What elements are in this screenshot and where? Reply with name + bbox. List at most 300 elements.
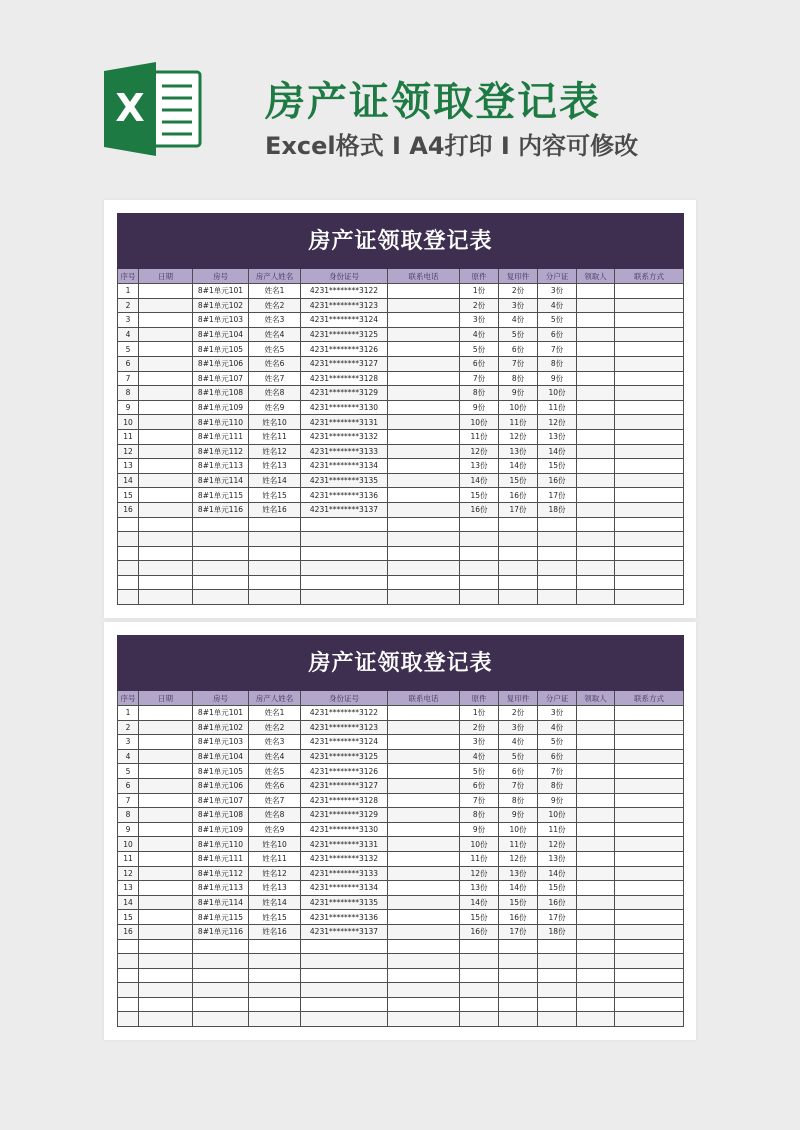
table-cell: [499, 561, 538, 576]
column-header: 分户证: [538, 691, 577, 706]
table-cell: [460, 575, 499, 590]
table-cell: [499, 517, 538, 532]
table-cell: [577, 342, 615, 357]
table-cell: 7: [118, 793, 139, 808]
table-cell: [193, 997, 249, 1012]
table-cell: [615, 983, 684, 998]
table-cell: [615, 764, 684, 779]
table-cell: 6份: [460, 356, 499, 371]
column-header: 身份证号: [301, 691, 388, 706]
table-cell: [249, 575, 301, 590]
table-cell: [577, 561, 615, 576]
table-cell: 5份: [538, 735, 577, 750]
table-cell: [615, 342, 684, 357]
table-cell: [118, 1012, 139, 1027]
table-cell: 16份: [460, 924, 499, 939]
table-cell: [577, 327, 615, 342]
table-cell: 6份: [499, 764, 538, 779]
table-cell: [577, 851, 615, 866]
column-header: 原件: [460, 269, 499, 284]
table-cell: 4231********3131: [301, 415, 388, 430]
table-cell: 4231********3128: [301, 793, 388, 808]
table-cell: [249, 968, 301, 983]
table-cell: 9份: [499, 386, 538, 401]
table-row: [118, 429, 684, 444]
table-cell: 4231********3126: [301, 764, 388, 779]
column-header: 原件: [460, 691, 499, 706]
table-cell: 14份: [538, 444, 577, 459]
table-cell: [615, 546, 684, 561]
table-cell: 姓名12: [249, 866, 301, 881]
table-cell: 8#1单元102: [193, 298, 249, 313]
table-cell: [577, 954, 615, 969]
table-cell: [301, 968, 388, 983]
table-cell: [577, 488, 615, 503]
table-cell: 3份: [499, 298, 538, 313]
table-cell: 13: [118, 881, 139, 896]
table-row: [118, 313, 684, 328]
table-row: [118, 706, 684, 721]
table-cell: [249, 983, 301, 998]
table-cell: [577, 313, 615, 328]
excel-logo-icon: [104, 62, 202, 156]
table-cell: [388, 298, 460, 313]
table-cell: 3份: [460, 735, 499, 750]
table-cell: 4231********3136: [301, 910, 388, 925]
table-row: [118, 488, 684, 503]
table-cell: [577, 459, 615, 474]
table-cell: 姓名11: [249, 429, 301, 444]
table-cell: 12份: [460, 866, 499, 881]
table-row: [118, 1012, 684, 1027]
table-cell: [139, 706, 193, 721]
table-cell: [139, 808, 193, 823]
table-cell: [577, 415, 615, 430]
table-cell: [538, 546, 577, 561]
table-cell: [118, 532, 139, 547]
table-cell: 8#1单元108: [193, 808, 249, 823]
table-title: 房产证领取登记表: [118, 636, 684, 691]
table-cell: [615, 881, 684, 896]
table-cell: [139, 983, 193, 998]
table-cell: [139, 910, 193, 925]
table-cell: 姓名16: [249, 924, 301, 939]
table-cell: 15: [118, 488, 139, 503]
table-cell: [118, 561, 139, 576]
table-cell: [615, 502, 684, 517]
table-cell: [615, 561, 684, 576]
table-cell: [577, 429, 615, 444]
table-cell: [615, 968, 684, 983]
table-row: [118, 356, 684, 371]
table-cell: [139, 429, 193, 444]
table-cell: [615, 356, 684, 371]
table-cell: [615, 429, 684, 444]
table-cell: [615, 313, 684, 328]
table-cell: 8#1单元110: [193, 415, 249, 430]
table-cell: 5份: [499, 327, 538, 342]
table-cell: [139, 997, 193, 1012]
table-cell: [139, 881, 193, 896]
table-cell: 4231********3132: [301, 429, 388, 444]
table-cell: 11份: [499, 837, 538, 852]
table-cell: [388, 400, 460, 415]
table-cell: 12份: [499, 429, 538, 444]
table-cell: 10份: [460, 415, 499, 430]
table-cell: [388, 327, 460, 342]
column-header: 联系电话: [388, 691, 460, 706]
table-cell: [577, 735, 615, 750]
table-cell: 4份: [460, 749, 499, 764]
table-cell: 13份: [499, 866, 538, 881]
table-cell: 7份: [499, 778, 538, 793]
table-cell: 姓名10: [249, 837, 301, 852]
table-cell: [577, 575, 615, 590]
column-header: 日期: [139, 269, 193, 284]
registration-table: [117, 635, 684, 1027]
table-cell: [388, 371, 460, 386]
table-cell: [388, 473, 460, 488]
table-cell: [388, 968, 460, 983]
table-header-row: [118, 691, 684, 706]
table-cell: [193, 532, 249, 547]
table-row: [118, 822, 684, 837]
table-cell: [388, 778, 460, 793]
table-cell: 3份: [538, 284, 577, 299]
registration-sheet-preview-2: [104, 622, 696, 1040]
table-cell: 4231********3124: [301, 735, 388, 750]
table-cell: 13份: [460, 881, 499, 896]
table-cell: 18份: [538, 502, 577, 517]
table-cell: [577, 706, 615, 721]
column-header: 房产人姓名: [249, 691, 301, 706]
table-cell: [615, 866, 684, 881]
table-cell: [249, 997, 301, 1012]
table-cell: [139, 575, 193, 590]
table-cell: 4231********3128: [301, 371, 388, 386]
table-cell: 9份: [460, 400, 499, 415]
table-cell: 8份: [460, 808, 499, 823]
table-row: [118, 924, 684, 939]
table-cell: [193, 983, 249, 998]
table-cell: [301, 983, 388, 998]
table-cell: 6份: [460, 778, 499, 793]
table-cell: 8#1单元113: [193, 881, 249, 896]
table-cell: 7: [118, 371, 139, 386]
table-cell: [577, 983, 615, 998]
table-cell: 8#1单元102: [193, 720, 249, 735]
table-cell: 4231********3133: [301, 444, 388, 459]
table-cell: [301, 590, 388, 605]
table-cell: 4231********3137: [301, 924, 388, 939]
table-cell: 14份: [538, 866, 577, 881]
table-cell: [139, 561, 193, 576]
table-cell: 14份: [460, 895, 499, 910]
table-cell: [460, 590, 499, 605]
table-cell: 12: [118, 866, 139, 881]
registration-sheet-preview-1: [104, 200, 696, 618]
table-cell: [615, 415, 684, 430]
table-cell: [139, 459, 193, 474]
table-cell: 10份: [499, 400, 538, 415]
table-cell: 姓名3: [249, 735, 301, 750]
table-cell: 16份: [499, 488, 538, 503]
table-cell: 8#1单元103: [193, 735, 249, 750]
table-cell: 3份: [460, 313, 499, 328]
table-cell: [388, 488, 460, 503]
table-cell: 12份: [538, 415, 577, 430]
table-cell: 4231********3130: [301, 400, 388, 415]
table-cell: [499, 968, 538, 983]
table-cell: [615, 1012, 684, 1027]
table-cell: [388, 429, 460, 444]
table-cell: [301, 517, 388, 532]
table-cell: 13份: [538, 851, 577, 866]
table-cell: 16份: [499, 910, 538, 925]
table-cell: 9: [118, 400, 139, 415]
table-cell: [301, 532, 388, 547]
table-cell: 15份: [499, 473, 538, 488]
table-cell: 姓名14: [249, 473, 301, 488]
table-cell: [615, 808, 684, 823]
table-row: [118, 546, 684, 561]
table-row: [118, 284, 684, 299]
table-cell: [538, 561, 577, 576]
table-cell: 8#1单元106: [193, 778, 249, 793]
table-cell: [388, 356, 460, 371]
table-cell: [193, 575, 249, 590]
table-cell: 7份: [538, 342, 577, 357]
table-cell: [301, 546, 388, 561]
table-cell: 姓名8: [249, 386, 301, 401]
table-cell: [193, 590, 249, 605]
table-cell: [388, 997, 460, 1012]
table-cell: [538, 517, 577, 532]
table-cell: 1份: [460, 284, 499, 299]
table-row: [118, 444, 684, 459]
table-cell: 5份: [499, 749, 538, 764]
table-cell: [139, 822, 193, 837]
table-cell: [249, 954, 301, 969]
table-cell: [615, 895, 684, 910]
table-cell: 姓名3: [249, 313, 301, 328]
table-cell: 16份: [538, 473, 577, 488]
table-cell: 8#1单元109: [193, 400, 249, 415]
table-cell: [577, 371, 615, 386]
page-subtitle: Excel格式 I A4打印 I 内容可修改: [265, 132, 639, 160]
table-cell: 姓名8: [249, 808, 301, 823]
table-cell: [301, 1012, 388, 1027]
table-cell: [499, 954, 538, 969]
table-cell: 8#1单元116: [193, 924, 249, 939]
table-cell: [577, 881, 615, 896]
table-cell: 14份: [499, 881, 538, 896]
table-row: [118, 997, 684, 1012]
table-cell: [139, 851, 193, 866]
table-cell: 8#1单元105: [193, 342, 249, 357]
table-cell: 姓名13: [249, 459, 301, 474]
column-header: 房号: [193, 691, 249, 706]
table-row: [118, 910, 684, 925]
table-cell: 姓名2: [249, 720, 301, 735]
table-cell: [139, 924, 193, 939]
registration-table: [117, 213, 684, 605]
table-cell: [118, 575, 139, 590]
excel-logo-letter: X: [115, 86, 145, 130]
table-cell: 4份: [538, 720, 577, 735]
table-row: [118, 749, 684, 764]
table-cell: [615, 954, 684, 969]
table-cell: [615, 997, 684, 1012]
table-cell: [460, 997, 499, 1012]
table-cell: 8#1单元112: [193, 866, 249, 881]
table-cell: 4231********3130: [301, 822, 388, 837]
table-cell: [577, 939, 615, 954]
table-body: [118, 706, 684, 1027]
table-cell: [577, 532, 615, 547]
table-cell: 8#1单元107: [193, 793, 249, 808]
table-cell: 17份: [499, 502, 538, 517]
table-cell: 9份: [538, 793, 577, 808]
table-cell: 8#1单元116: [193, 502, 249, 517]
table-cell: [615, 575, 684, 590]
table-cell: [577, 502, 615, 517]
table-cell: 姓名12: [249, 444, 301, 459]
table-cell: [388, 575, 460, 590]
table-cell: [615, 590, 684, 605]
table-cell: 姓名6: [249, 778, 301, 793]
table-cell: 14份: [460, 473, 499, 488]
table-cell: [538, 983, 577, 998]
table-cell: [193, 968, 249, 983]
table-cell: [499, 546, 538, 561]
table-cell: [249, 546, 301, 561]
table-cell: [615, 327, 684, 342]
table-cell: 4231********3137: [301, 502, 388, 517]
table-cell: 4231********3131: [301, 837, 388, 852]
table-cell: [577, 924, 615, 939]
column-header: 领取人: [577, 269, 615, 284]
table-cell: 3份: [499, 720, 538, 735]
table-cell: 4份: [499, 313, 538, 328]
table-cell: [538, 939, 577, 954]
table-cell: [499, 939, 538, 954]
table-cell: [388, 793, 460, 808]
table-cell: [139, 793, 193, 808]
table-cell: [615, 371, 684, 386]
table-cell: [615, 386, 684, 401]
table-cell: 8#1单元101: [193, 284, 249, 299]
table-cell: 11: [118, 851, 139, 866]
table-cell: [193, 517, 249, 532]
table-cell: 姓名7: [249, 371, 301, 386]
table-cell: 10份: [499, 822, 538, 837]
table-cell: 姓名6: [249, 356, 301, 371]
table-cell: [538, 997, 577, 1012]
table-row: [118, 575, 684, 590]
table-cell: [388, 1012, 460, 1027]
table-cell: [615, 444, 684, 459]
table-cell: [577, 866, 615, 881]
table-cell: 姓名10: [249, 415, 301, 430]
table-cell: 5: [118, 342, 139, 357]
column-header: 序号: [118, 269, 139, 284]
table-cell: [139, 327, 193, 342]
table-cell: 17份: [499, 924, 538, 939]
table-cell: [139, 939, 193, 954]
table-cell: [577, 895, 615, 910]
table-cell: 8#1单元106: [193, 356, 249, 371]
column-header: 复印件: [499, 691, 538, 706]
table-row: [118, 954, 684, 969]
column-header: 日期: [139, 691, 193, 706]
table-cell: 15份: [499, 895, 538, 910]
table-cell: [577, 720, 615, 735]
table-cell: 7份: [460, 371, 499, 386]
table-cell: 2份: [499, 706, 538, 721]
table-cell: [118, 983, 139, 998]
table-cell: 8#1单元111: [193, 429, 249, 444]
table-cell: 4231********3133: [301, 866, 388, 881]
table-cell: [388, 764, 460, 779]
table-cell: [460, 983, 499, 998]
table-cell: [388, 866, 460, 881]
table-cell: 5份: [460, 342, 499, 357]
table-cell: 8#1单元111: [193, 851, 249, 866]
table-cell: [577, 997, 615, 1012]
table-cell: 4231********3125: [301, 749, 388, 764]
table-cell: 8#1单元115: [193, 910, 249, 925]
table-cell: [139, 444, 193, 459]
table-cell: [388, 895, 460, 910]
table-row: [118, 793, 684, 808]
column-header: 房产人姓名: [249, 269, 301, 284]
table-cell: [577, 284, 615, 299]
column-header: 复印件: [499, 269, 538, 284]
table-cell: 4231********3124: [301, 313, 388, 328]
page-title: 房产证领取登记表: [265, 79, 601, 125]
table-cell: [577, 822, 615, 837]
table-cell: 11份: [460, 429, 499, 444]
table-cell: [388, 749, 460, 764]
table-cell: [388, 706, 460, 721]
column-header: 联系电话: [388, 269, 460, 284]
table-cell: [577, 808, 615, 823]
table-cell: [577, 356, 615, 371]
table-cell: [388, 851, 460, 866]
table-cell: 7份: [460, 793, 499, 808]
table-cell: 4231********3129: [301, 808, 388, 823]
table-cell: [577, 400, 615, 415]
table-cell: 15份: [460, 910, 499, 925]
table-cell: 9份: [538, 371, 577, 386]
table-cell: [249, 1012, 301, 1027]
table-cell: [615, 924, 684, 939]
table-cell: 7份: [538, 764, 577, 779]
table-cell: [139, 837, 193, 852]
table-cell: [460, 939, 499, 954]
table-cell: 8份: [499, 371, 538, 386]
table-row: [118, 778, 684, 793]
table-cell: [193, 561, 249, 576]
table-row: [118, 895, 684, 910]
table-cell: 10份: [538, 808, 577, 823]
table-header-row: [118, 269, 684, 284]
table-cell: 17份: [538, 488, 577, 503]
table-cell: 4231********3122: [301, 284, 388, 299]
table-cell: 2: [118, 720, 139, 735]
table-cell: [615, 778, 684, 793]
